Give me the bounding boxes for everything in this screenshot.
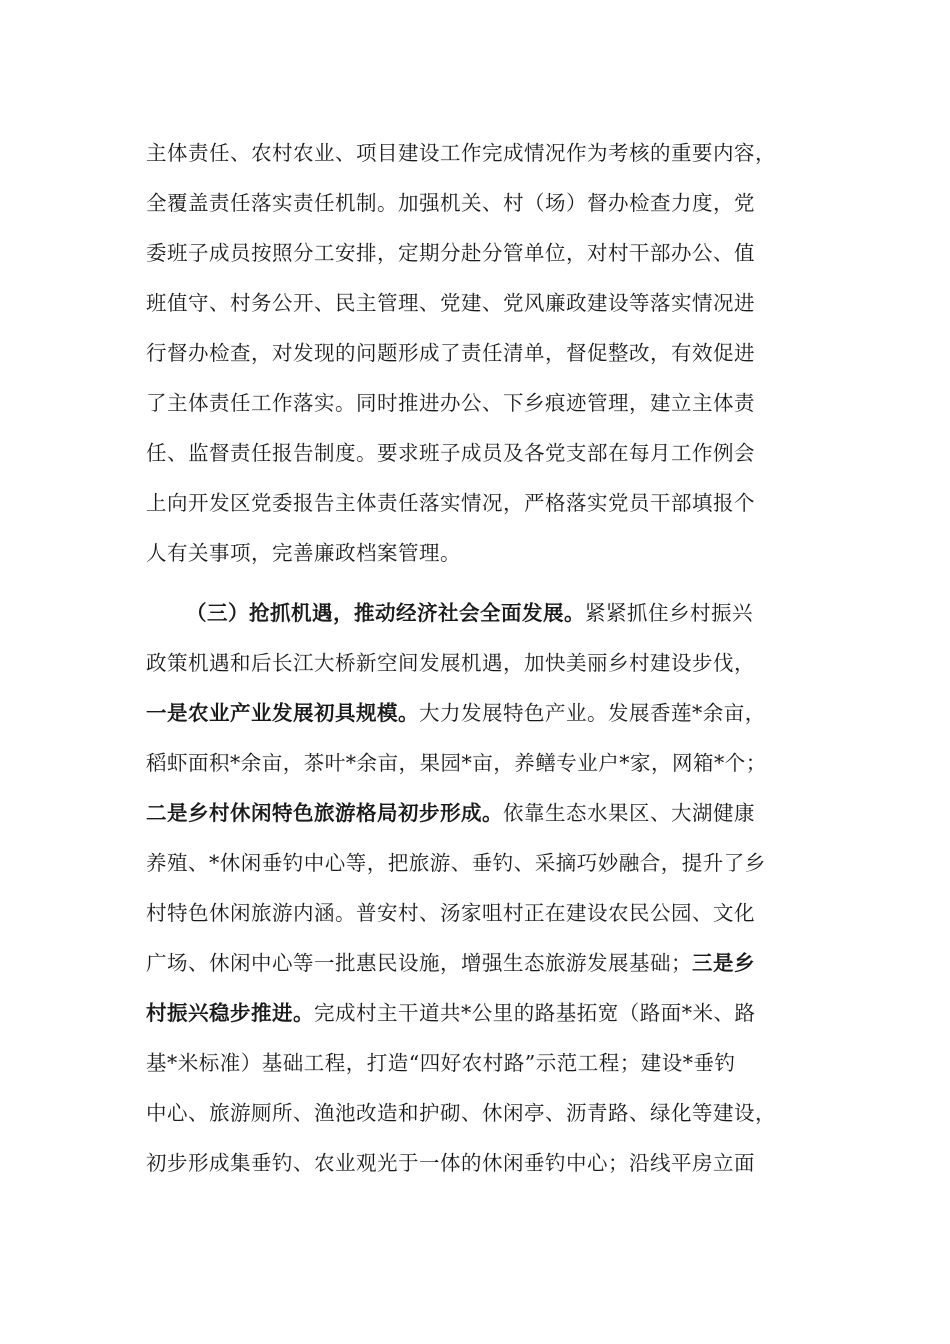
bold-phrase: 二是乡村休闲特色旅游格局初步形成。 bbox=[146, 801, 503, 825]
text-line: 基*米标准）基础工程，打造“四好农村路”示范工程；建设*垂钓 bbox=[146, 1051, 736, 1075]
text-line: 任、监督责任报告制度。要求班子成员及各党支部在每月工作例会 bbox=[146, 441, 755, 465]
text-span: 广场、休闲中心等一批惠民设施，增强生态旅游发展基础； bbox=[146, 951, 692, 975]
text-line: 行督办检查，对发现的问题形成了责任清单，督促整改，有效促进 bbox=[146, 341, 755, 365]
text-span: 大力发展特色产业。发展香莲*余亩， bbox=[419, 701, 766, 725]
text-line: 主体责任、农村农业、项目建设工作完成情况作为考核的重要内容， bbox=[146, 141, 776, 165]
section-heading: （三）抢抓机遇，推动经济社会全面发展。 bbox=[186, 601, 585, 625]
text-line: 稻虾面积*余亩，茶叶*余亩，果园*亩，养鳝专业户*家，网箱*个； bbox=[146, 751, 767, 775]
text-line: 委班子成员按照分工安排，定期分赴分管单位，对村干部办公、值 bbox=[146, 241, 755, 265]
text-span: 依靠生态水果区、大湖健康 bbox=[503, 801, 755, 825]
text-line bbox=[146, 688, 826, 738]
text-line: 全覆盖责任落实责任机制。加强机关、村（场）督办检查力度，党 bbox=[146, 191, 755, 215]
bold-phrase: 三是乡 bbox=[692, 951, 755, 975]
text-line: 中心、旅游厕所、渔池改造和护砌、休闲亭、沥青路、绿化等建设， bbox=[146, 1101, 776, 1125]
text-line: 村特色休闲旅游内涵。普安村、汤家咀村正在建设农民公园、文化 bbox=[146, 901, 755, 925]
text-line: 人有关事项，完善廉政档案管理。 bbox=[146, 541, 461, 565]
text-span: 紧紧抓住乡村振兴 bbox=[585, 601, 753, 625]
text-line bbox=[146, 988, 826, 1038]
text-line: 班值守、村务公开、民主管理、党建、党风廉政建设等落实情况进 bbox=[146, 291, 755, 315]
bold-phrase: 村振兴稳步推进。 bbox=[146, 1001, 314, 1025]
bold-phrase: 一是农业产业发展初具规模。 bbox=[146, 701, 419, 725]
text-line bbox=[146, 938, 826, 988]
text-line: 上向开发区党委报告主体责任落实情况，严格落实党员干部填报个 bbox=[146, 491, 755, 515]
text-line bbox=[186, 588, 866, 638]
text-line: 了主体责任工作落实。同时推进办公、下乡痕迹管理，建立主体责 bbox=[146, 391, 755, 415]
text-line bbox=[146, 788, 826, 838]
text-line: 初步形成集垂钓、农业观光于一体的休闲垂钓中心；沿线平房立面 bbox=[146, 1151, 755, 1175]
text-line: 政策机遇和后长江大桥新空间发展机遇，加快美丽乡村建设步伐， bbox=[146, 651, 755, 675]
text-span: 完成村主干道共*公里的路基拓宽（路面*米、路 bbox=[314, 1001, 756, 1025]
text-line: 养殖、*休闲垂钓中心等，把旅游、垂钓、采摘巧妙融合，提升了乡 bbox=[146, 851, 766, 875]
